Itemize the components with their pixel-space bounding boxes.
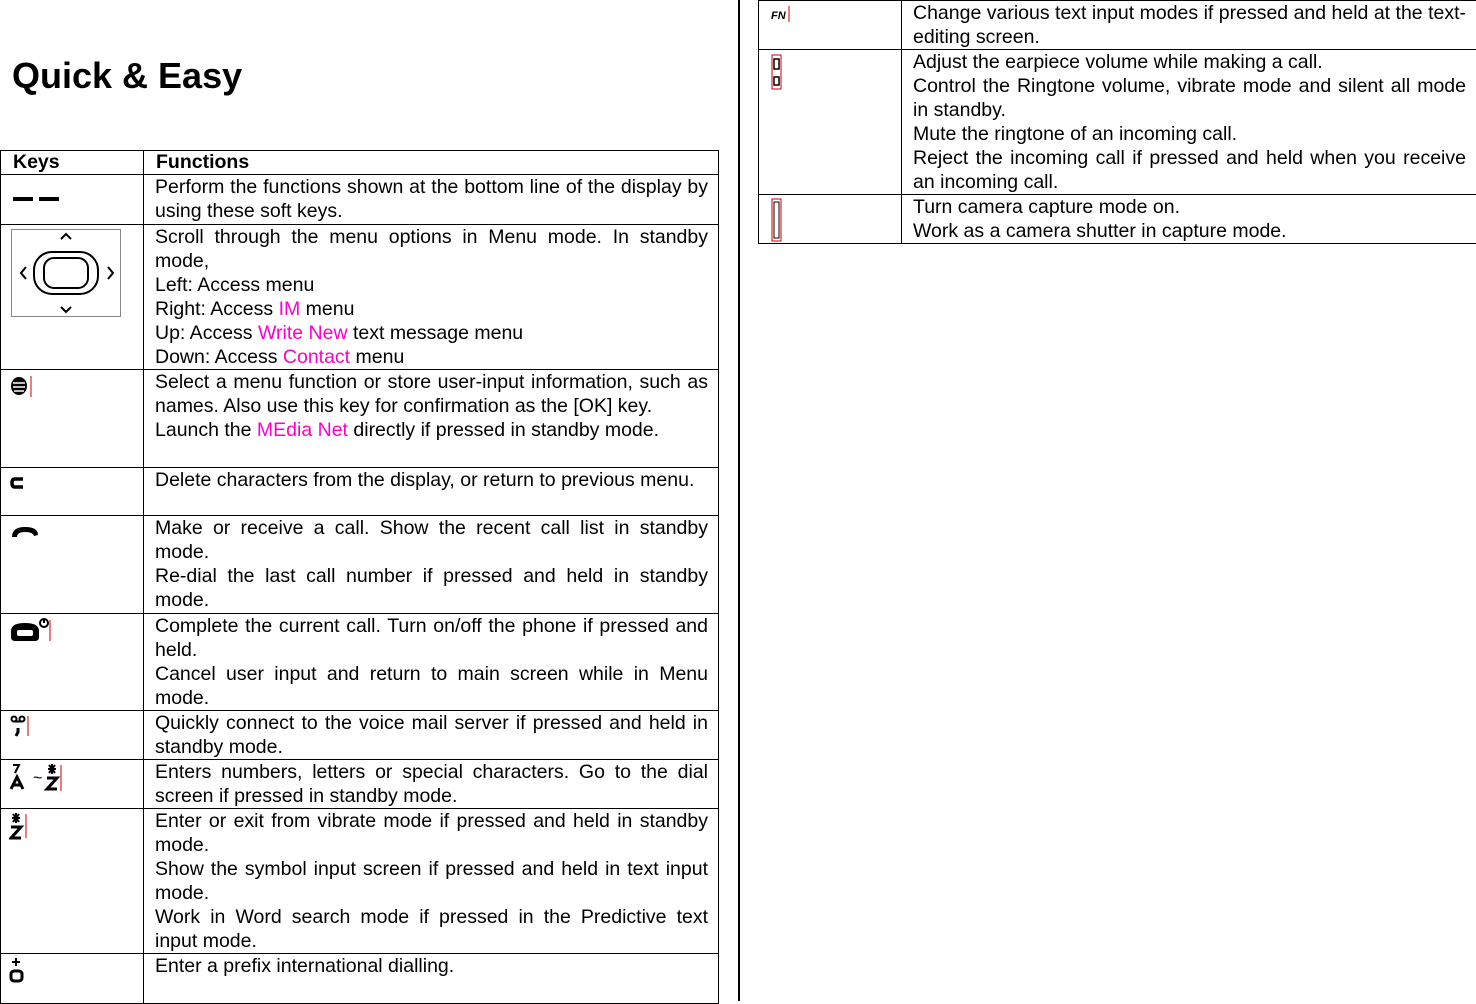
table-header-row bbox=[1, 151, 719, 175]
table-row bbox=[759, 50, 1476, 195]
key-cell bbox=[1, 711, 144, 760]
function-text: Mute the ringtone of an incoming call. bbox=[913, 122, 1466, 146]
nav-up-text: Up: Access Write New text message menu bbox=[155, 321, 708, 345]
function-text: Enter a prefix international dialling. bbox=[155, 954, 708, 978]
function-text: Launch the MEdia Net directly if pressed in standby mode. bbox=[155, 418, 708, 442]
function-text: Delete characters from the display, or return to previous menu. bbox=[155, 468, 708, 492]
table-row bbox=[1, 225, 719, 370]
table-row bbox=[1, 468, 719, 516]
function-cell bbox=[144, 370, 719, 468]
function-text: Show the symbol input screen if pressed and held in text input mode. bbox=[155, 857, 708, 905]
keys-header: Keys bbox=[1, 151, 144, 175]
table-row bbox=[1, 614, 719, 711]
function-cell bbox=[902, 50, 1476, 195]
nav-left-text: Left: Access menu bbox=[155, 273, 708, 297]
table-row bbox=[1, 370, 719, 468]
function-text: Control the Ringtone volume, vibrate mode and silent all mode in standby. bbox=[913, 74, 1466, 122]
function-text: Reject the incoming call if pressed and held when you receive an incoming call. bbox=[913, 146, 1466, 194]
function-text: Enter or exit from vibrate mode if pressed and held in standby mode. bbox=[155, 809, 708, 857]
keys-table-right bbox=[758, 0, 1476, 244]
key-cell bbox=[1, 468, 144, 516]
function-text: Perform the functions shown at the bottom line of the display by using these soft keys. bbox=[155, 175, 708, 223]
media-net-link: MEdia Net bbox=[257, 419, 348, 441]
function-cell bbox=[144, 516, 719, 614]
nav-right-text: Right: Access IM menu bbox=[155, 297, 708, 321]
volume-keys-icon bbox=[771, 53, 785, 93]
function-text: Work as a camera shutter in capture mode. bbox=[913, 219, 1466, 243]
key-cell bbox=[759, 1, 902, 50]
table-row bbox=[759, 195, 1476, 244]
table-row bbox=[1, 809, 719, 954]
navigation-key-icon bbox=[11, 229, 121, 317]
function-text: Complete the current call. Turn on/off the phone if pressed and held. bbox=[155, 614, 708, 662]
table-row bbox=[1, 175, 719, 225]
function-text: Scroll through the menu options in Menu mode. In standby mode, bbox=[155, 225, 708, 273]
keys-table-left bbox=[0, 150, 719, 1004]
function-cell bbox=[144, 614, 719, 711]
key-cell bbox=[759, 50, 902, 195]
svg-text:FN: FN bbox=[771, 10, 787, 22]
function-text: Make or receive a call. Show the recent call list in standby mode. bbox=[155, 516, 708, 564]
table-row bbox=[1, 760, 719, 809]
key-cell bbox=[759, 195, 902, 244]
im-menu-link: IM bbox=[279, 298, 301, 320]
function-cell bbox=[144, 468, 719, 516]
key-cell bbox=[1, 614, 144, 711]
function-text: Select a menu function or store user-input information, such as names. Also use this key for confirmation as the [OK] key. bbox=[155, 370, 708, 418]
key-cell bbox=[1, 225, 144, 370]
key-cell bbox=[1, 809, 144, 954]
function-cell bbox=[144, 711, 719, 760]
key-cell bbox=[1, 175, 144, 225]
function-cell bbox=[902, 195, 1476, 244]
table-row bbox=[1, 711, 719, 760]
function-text: Adjust the earpiece volume while making a call. bbox=[913, 50, 1466, 74]
function-text: Cancel user input and return to main screen while in Menu mode. bbox=[155, 662, 708, 710]
function-text: Work in Word search mode if pressed in the Predictive text input mode. bbox=[155, 905, 708, 953]
fn-key-icon bbox=[771, 4, 793, 24]
function-text: Quickly connect to the voice mail server if pressed and held in standby mode. bbox=[155, 711, 708, 759]
key-cell bbox=[1, 516, 144, 614]
table-row bbox=[759, 1, 1476, 50]
zero-plus-key-icon bbox=[9, 957, 29, 985]
soft-keys-icon bbox=[9, 178, 65, 202]
camera-key-icon bbox=[771, 198, 785, 242]
function-text: Change various text input modes if pressed and held at the text-editing screen. bbox=[913, 1, 1466, 49]
function-text: Enters numbers, letters or special characters. Go to the dial screen if pressed in standby mode. bbox=[155, 760, 708, 808]
function-text: Re-dial the last call number if pressed and held in standby mode. bbox=[155, 564, 708, 612]
media-key-icon bbox=[9, 373, 35, 399]
functions-header: Functions bbox=[144, 151, 719, 175]
star-key-icon bbox=[9, 812, 31, 840]
function-cell bbox=[144, 225, 719, 370]
function-cell bbox=[144, 809, 719, 954]
key-cell bbox=[1, 954, 144, 1004]
table-row bbox=[1, 516, 719, 614]
clear-key-icon bbox=[9, 471, 29, 493]
send-key-icon bbox=[9, 519, 43, 543]
function-cell bbox=[144, 175, 719, 225]
key-cell bbox=[1, 760, 144, 809]
column-divider bbox=[738, 0, 740, 1001]
function-cell bbox=[902, 1, 1476, 50]
function-cell bbox=[144, 760, 719, 809]
voicemail-key-icon bbox=[9, 714, 31, 738]
contact-link: Contact bbox=[283, 346, 350, 368]
write-new-link: Write New bbox=[258, 322, 348, 344]
table-row bbox=[1, 954, 719, 1004]
function-cell bbox=[144, 954, 719, 1004]
alphanumeric-keys-icon bbox=[9, 763, 69, 793]
range-separator: ~ bbox=[33, 771, 42, 787]
end-power-key-icon bbox=[9, 617, 53, 643]
function-text: Turn camera capture mode on. bbox=[913, 195, 1466, 219]
page-title: Quick & Easy bbox=[12, 52, 242, 100]
key-cell bbox=[1, 370, 144, 468]
nav-down-text: Down: Access Contact menu bbox=[155, 345, 708, 369]
